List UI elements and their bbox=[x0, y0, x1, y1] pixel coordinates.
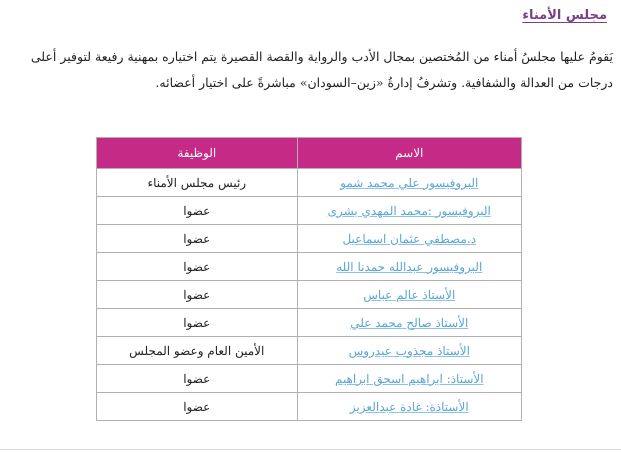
table-row bbox=[97, 169, 522, 197]
table-header-row bbox=[97, 138, 522, 169]
table-row bbox=[97, 225, 522, 253]
member-name-link[interactable]: البروفيسور :محمد المهدي بشرى bbox=[327, 203, 491, 218]
board-members-table bbox=[96, 137, 522, 421]
member-name-link[interactable]: الأستاذ عالم عباس bbox=[363, 287, 456, 302]
table-row bbox=[97, 309, 522, 337]
member-role: عضوا bbox=[97, 393, 298, 421]
section-title: مجلس الأمناء bbox=[522, 8, 607, 23]
member-name-link[interactable]: الأستاذة: غادة عبدالعزيز bbox=[349, 399, 469, 414]
member-name-link[interactable]: الأستاذ: ابراهيم اسحق ابراهيم bbox=[334, 371, 484, 386]
member-role: الأمين العام وعضو المجلس bbox=[97, 337, 298, 365]
member-role: عضوا bbox=[97, 197, 298, 225]
member-name-link[interactable]: الأستاذ صالح محمد علي bbox=[350, 315, 469, 330]
member-role: رئيس مجلس الأمناء bbox=[97, 169, 298, 197]
member-role: عضوا bbox=[97, 253, 298, 281]
header-name: الاسم bbox=[297, 138, 521, 169]
member-name-link[interactable]: د.مصطفي عثمان اسماعيل bbox=[342, 231, 477, 246]
member-role: عضوا bbox=[97, 365, 298, 393]
member-role: عضوا bbox=[97, 225, 298, 253]
table-row bbox=[97, 337, 522, 365]
table-row bbox=[97, 253, 522, 281]
table-row bbox=[97, 281, 522, 309]
table-row bbox=[97, 365, 522, 393]
member-name-link[interactable]: البروفيسور عبدالله حمدنا الله bbox=[336, 259, 483, 274]
member-name-link[interactable]: الأستاذ مجذوب عيدروس bbox=[348, 343, 470, 358]
member-role: عضوا bbox=[97, 309, 298, 337]
header-role: الوظيفة bbox=[97, 138, 298, 169]
member-role: عضوا bbox=[97, 281, 298, 309]
table-row bbox=[97, 393, 522, 421]
table-row bbox=[97, 197, 522, 225]
member-name-link[interactable]: البروفيسور علي محمد شمو bbox=[340, 175, 479, 190]
intro-paragraph: يَقومُ عليها مجلسُ أمناء من المُختصين بمجال الأدب والرواية والقصة القصيرة يتم اختياره بمهنية رفيعة لتوفير أعلى درجات من العدالة والشفافية. وتشرفُ إدارةُ «زين–السودان» مباشرةً على اختيار أعضائه. bbox=[30, 49, 613, 90]
bottom-divider bbox=[0, 449, 621, 450]
